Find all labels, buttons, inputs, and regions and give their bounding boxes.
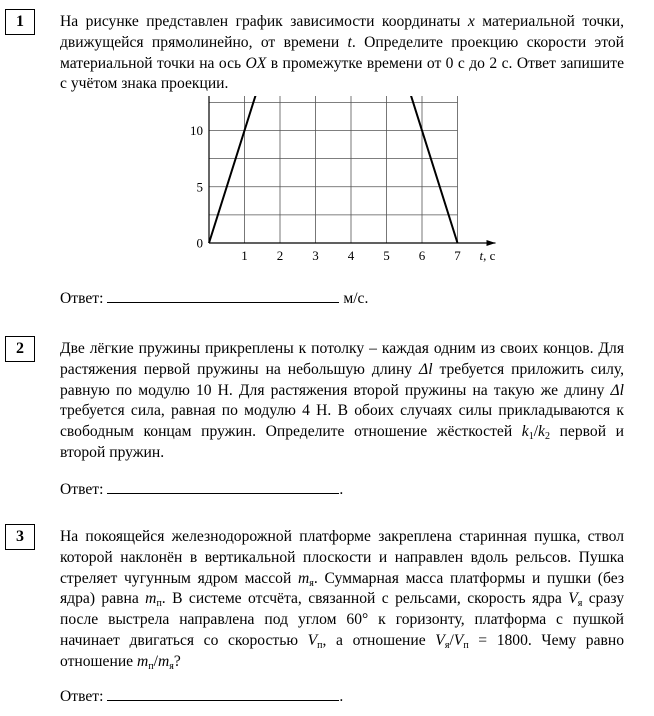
x-tick-label: 2 <box>276 248 284 263</box>
y-tick-label: 10 <box>190 123 203 138</box>
x-tick-label: 3 <box>312 248 319 263</box>
answer-row-3 <box>60 686 343 707</box>
answer-end-2: . <box>339 481 344 498</box>
question-number-2: 2 <box>5 336 35 362</box>
question-number-3: 3 <box>5 524 35 550</box>
graph-data-line <box>209 96 458 243</box>
x-tick-label: 1 <box>241 248 248 263</box>
question-3-text: На покоящейся железнодорожной платформе закреплена старинная пушка, ствол которой наклонён в вертикальной плоскости и направлен вдоль рельсов. Пушка стреляет чугунным ядром массой $m_я$. Суммарная масса платформы и пушки (без ядра) равна $m_п$. В системе отсчёта, связанной с рельсами, скорость ядра $V_я$ сразу после выстрела направлена под углом 60° к горизонту, платформа с пушкой начинает двигаться со скоростью $V_п$, а отношение $V_я/V_п = 1800$. Чему равно отношение $m_п/m_я$? <box>60 528 624 672</box>
question-1-text: На рисунке представлен график зависимости координаты x материальной точки, движущейся прямолинейно, от времени t. Определите проекцию скорости этой материальной точки на ось OX в промежутке времени от 0 с до 2 с. Ответ запишите с учётом знака проекции. <box>60 13 624 93</box>
origin-label: 0 <box>196 235 203 251</box>
x-tick-label: 4 <box>347 248 355 263</box>
position-time-graph <box>170 96 510 266</box>
x-axis-label: t, с <box>479 248 496 263</box>
question-2-text: Две лёгкие пружины прикреплены к потолку – каждая одним из своих концов. Для растяжения первой пружины на небольшую длину Δl требуется приложить силу, равную по модулю 10 Н. Для растяжения второй пружины на такую же длину Δl требуется сила, равная по модулю 4 Н. В обоих случаях силы прикладываются к свободным концам пружин. Определите отношение жёсткостей $k_1/k_2$ первой и второй пружин. <box>60 340 624 461</box>
answer-row-2 <box>60 479 343 500</box>
answer-label-3: Ответ: <box>60 688 104 705</box>
answer-unit-1: м/с. <box>343 290 369 307</box>
x-tick-label: 6 <box>418 248 426 263</box>
question-number-1: 1 <box>5 9 35 35</box>
answer-field-1[interactable] <box>107 288 339 303</box>
answer-label-1: Ответ: <box>60 290 104 307</box>
x-axis-arrow <box>487 240 496 246</box>
x-tick-label: 5 <box>383 248 390 263</box>
graph-tick-labels <box>190 96 496 263</box>
answer-field-2[interactable] <box>107 479 339 494</box>
graph-grid <box>209 96 458 243</box>
answer-field-3[interactable] <box>107 686 339 701</box>
y-tick-label: 5 <box>196 179 203 195</box>
answer-end-3: . <box>339 688 344 705</box>
answer-label-2: Ответ: <box>60 481 104 498</box>
x-tick-label: 7 <box>454 248 461 263</box>
answer-row-1 <box>60 288 368 309</box>
